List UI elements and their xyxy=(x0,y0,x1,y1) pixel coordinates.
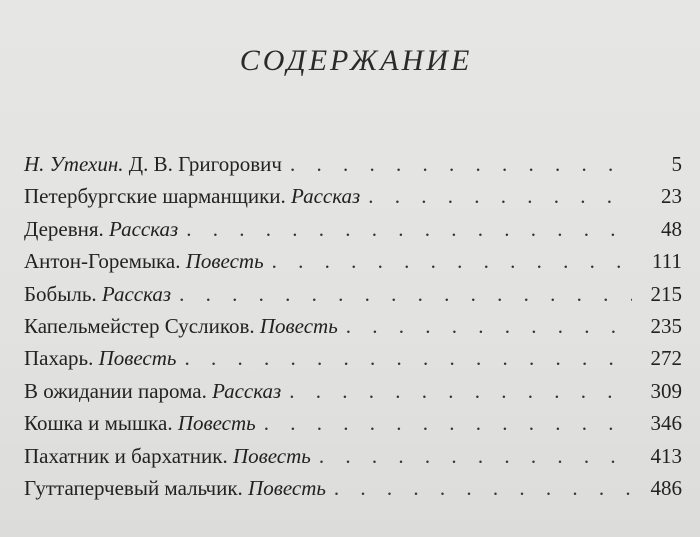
toc-entry xyxy=(24,310,682,342)
toc-entry-text xyxy=(24,407,256,439)
dot-leader xyxy=(346,310,632,342)
toc-entry-text xyxy=(24,245,264,277)
dot-leader xyxy=(368,180,632,212)
toc-entry-author: Н. Утехин. xyxy=(24,152,124,176)
toc-entry-title: Бобыль. xyxy=(24,281,97,306)
toc-page-number: 111 xyxy=(652,249,682,274)
toc-page-number: 413 xyxy=(650,443,682,468)
toc-entry xyxy=(24,440,682,472)
toc-entry-genre: Повесть xyxy=(248,475,326,500)
toc-entry-title: Гуттаперчевый мальчик. xyxy=(24,475,243,500)
toc-page-number: 5 xyxy=(671,152,682,176)
toc-entry-text xyxy=(24,310,338,342)
dot-leader xyxy=(179,278,632,310)
toc-entry-genre: Повесть xyxy=(185,249,264,274)
toc-entry xyxy=(24,342,682,374)
toc-entry-title: Кошка и мышка. xyxy=(24,411,173,436)
toc-entry-title: Антон-Горемыка. xyxy=(24,249,181,274)
toc-entry-genre: Рассказ xyxy=(101,281,172,306)
dot-leader xyxy=(290,148,632,180)
dot-leader xyxy=(334,472,632,504)
toc-entry-title: Д. В. Григорович xyxy=(128,152,282,176)
page-title: СОДЕРЖАНИЕ xyxy=(239,44,473,77)
toc-entry xyxy=(24,180,682,212)
table-of-contents xyxy=(24,148,682,504)
toc-entry-genre: Рассказ xyxy=(291,184,361,209)
toc-entry-title: Пахарь. xyxy=(24,346,94,371)
toc-entry xyxy=(24,245,682,277)
toc-entry-text xyxy=(24,213,178,245)
toc-entry-title: Петербургские шарманщики. xyxy=(24,184,286,209)
toc-entry-title: Пахатник и бархатник. xyxy=(24,443,228,468)
toc-entry-genre: Повесть xyxy=(259,313,338,338)
toc-entry-title: Капельмейстер Сусликов. xyxy=(24,313,255,338)
toc-entry xyxy=(24,148,682,180)
toc-entry-genre: Повесть xyxy=(177,411,256,436)
toc-page-number: 23 xyxy=(661,184,682,209)
dot-leader xyxy=(184,342,632,374)
toc-page-number: 215 xyxy=(650,281,682,306)
dot-leader xyxy=(289,375,632,407)
toc-entry-genre: Повесть xyxy=(232,443,311,468)
toc-entry-text xyxy=(24,440,311,472)
toc-page-number: 309 xyxy=(650,378,682,403)
toc-page-number: 272 xyxy=(650,346,682,371)
toc-entry xyxy=(24,278,682,310)
toc-entry-text xyxy=(24,180,360,212)
toc-entry-genre: Рассказ xyxy=(109,216,179,241)
toc-page-number: 346 xyxy=(650,411,682,436)
toc-page-number: 486 xyxy=(650,475,682,500)
toc-entry-text xyxy=(24,472,326,504)
toc-entry xyxy=(24,375,682,407)
toc-entry-text xyxy=(24,278,171,310)
toc-entry-genre: Рассказ xyxy=(212,378,282,403)
toc-entry xyxy=(24,407,682,439)
toc-entry-text xyxy=(24,342,176,374)
dot-leader xyxy=(186,213,632,245)
toc-entry-text xyxy=(24,375,281,407)
toc-page-number: 235 xyxy=(650,313,682,338)
dot-leader xyxy=(264,407,632,439)
toc-page-number: 48 xyxy=(661,216,682,241)
toc-entry xyxy=(24,472,682,504)
toc-entry-title: Деревня. xyxy=(24,216,104,241)
toc-entry-text xyxy=(24,148,282,180)
toc-entry xyxy=(24,213,682,245)
toc-entry-genre: Повесть xyxy=(98,346,177,371)
dot-leader xyxy=(272,245,632,277)
dot-leader xyxy=(319,440,632,472)
toc-entry-title: В ожидании парома. xyxy=(24,378,207,403)
